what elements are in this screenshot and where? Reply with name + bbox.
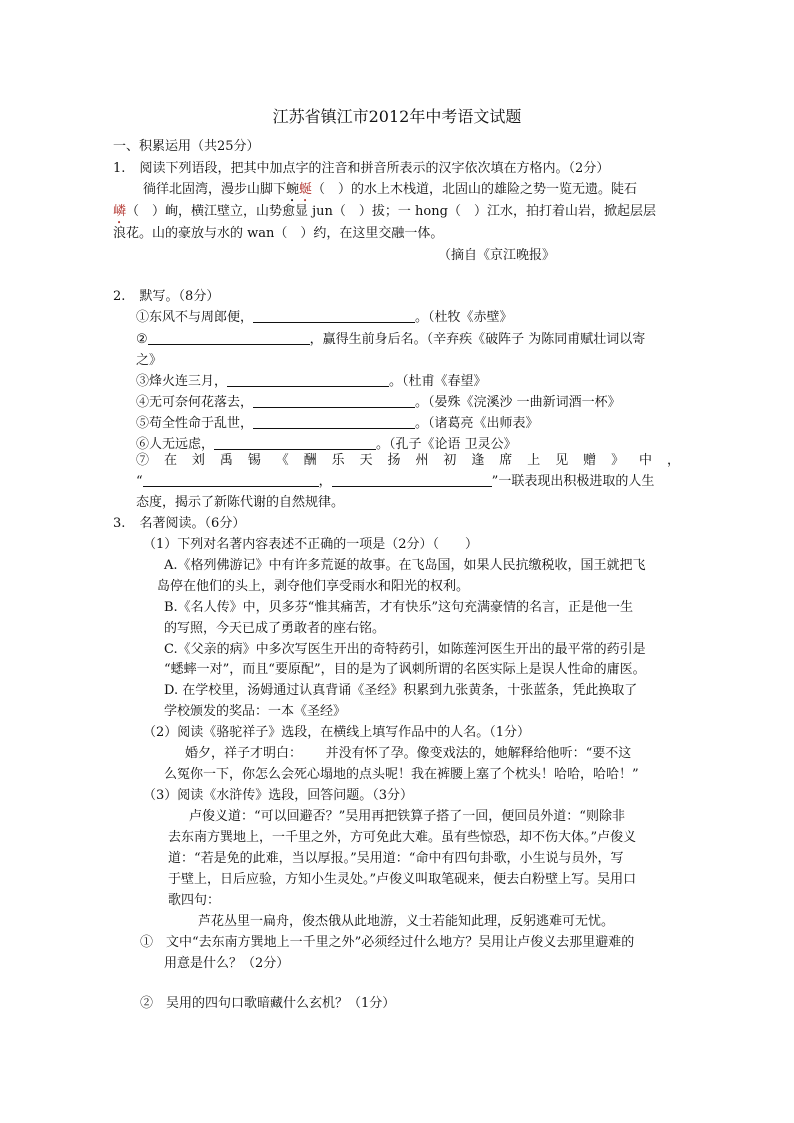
- passage-text: 徜徉北固湾，漫步山脚下: [143, 182, 287, 197]
- q1-passage-line: [113, 203, 656, 227]
- question-3-3-1: ① 文中“去东南方巽地上一千里之外”必须经过什么地方？吴用让卢俊义去那里避难的: [140, 935, 635, 950]
- line-text: 。（杜甫《春望》: [389, 374, 487, 389]
- q1-prompt: [113, 160, 609, 178]
- answer-blank[interactable]: [253, 394, 415, 408]
- q2-line-2-cont: 之》: [136, 353, 163, 368]
- question-number: 1.: [113, 161, 126, 176]
- option-b-cont: 的写照，今天已成了勇敢者的座右铭。: [164, 621, 386, 636]
- q2-line-1: [136, 309, 513, 327]
- option-a-cont: 岛停在他们的头上，剥夺他们享受雨水和阳光的权利。: [157, 579, 470, 594]
- line-text: “: [136, 474, 143, 489]
- line-text: 。（孔子《论语 卫灵公》: [376, 437, 517, 452]
- passage-text: （ ）的水上木栈道，北固山的雄险之势一览无遗。陡石: [312, 182, 638, 197]
- line-text: ①东风不与周郎便，: [136, 310, 254, 325]
- question-number: 3.: [113, 516, 126, 531]
- q2-line-8: [136, 473, 654, 491]
- answer-blank[interactable]: [214, 436, 376, 450]
- poem: 芦花丛里一扁舟，俊杰俄从此地游，义士若能知此理，反躬逃难可无忧。: [198, 914, 615, 929]
- question-prompt: 名著阅读。（6分）: [139, 516, 246, 531]
- q2-line-7: ⑦在刘禹锡《酬乐天扬州初逢席上见赠》中，: [136, 453, 680, 468]
- answer-blank[interactable]: [253, 415, 415, 429]
- option-d: D. 在学校里，汤姆通过认真背诵《圣经》积累到九张黄条，十张蓝条，凭此换取了: [164, 683, 638, 698]
- q2-line-4: [136, 394, 621, 412]
- question-prompt: 默写。（8分）: [139, 289, 220, 304]
- passage-text: （ ）峋，横江壁立，山势愈显 jun（ ）拔；一 hong（ ）江水，拍打着山岩，掀起层层: [126, 204, 656, 219]
- line-text: ④无可奈何花落去，: [136, 395, 254, 410]
- q3-sub-3-passage: 去东南方巽地上，一千里之外，方可免此大难。虽有些惊恐，却不伤大体。”卢俊义: [168, 830, 637, 845]
- answer-blank[interactable]: [227, 373, 389, 387]
- q3-sub-2: （2）阅读《骆驼祥子》选段，在横线上填写作品中的人名。（1分）: [143, 725, 531, 740]
- page-title: 江苏省镇江市2012年中考语文试题: [272, 107, 522, 126]
- question-number: 2.: [113, 289, 126, 304]
- option-c: C.《父亲的病》中多次写医生开出的奇特药引，如陈莲河医生开出的最平常的药引是: [164, 642, 646, 657]
- dotted-char: 蜿: [286, 182, 300, 197]
- line-text: ⑥人无远虑，: [136, 437, 215, 452]
- q3-sub-3-passage: 道：“若是免的此难，当以厚报。”吴用道：“命中有四句卦歌，小生说与员外，写: [168, 851, 624, 866]
- option-d-cont: 学校颁发的奖品：一本《圣经》: [164, 704, 347, 719]
- answer-blank[interactable]: [148, 331, 310, 345]
- q3-sub-2-passage: 婚夕，祥子才明白： 并没有怀了孕。像变戏法的，她解释给他听：“要不这: [185, 746, 632, 761]
- line-text: 。（杜牧《赤壁》: [415, 310, 513, 325]
- line-text: ③烽火连三月，: [136, 374, 228, 389]
- question-3-3-2: ② 吴用的四句口歌暗藏什么玄机？（1分）: [140, 996, 396, 1011]
- question-3-3-1-cont: 用意是什么？（2分）: [164, 956, 290, 971]
- answer-blank[interactable]: [332, 473, 492, 487]
- q1-passage-line: [143, 181, 637, 205]
- dotted-char: 嶙: [113, 204, 127, 219]
- q3-sub-3: （3）阅读《水浒传》选段，回答问题。（3分）: [143, 788, 414, 803]
- line-text: ②: [136, 332, 148, 347]
- q2-prompt: [113, 288, 219, 306]
- answer-blank[interactable]: [143, 473, 319, 487]
- option-c-cont: “蟋蟀一对”，而且“要原配”，目的是为了讽刺所谓的名医实际上是误人性命的庸医。: [164, 662, 646, 677]
- q3-prompt: [113, 515, 245, 533]
- q3-sub-1: （1）下列对名著内容表述不正确的一项是（2分）（ ）: [143, 537, 479, 552]
- dotted-char: 蜒: [299, 182, 313, 197]
- line-text: ⑤苟全性命于乱世，: [136, 416, 254, 431]
- option-a: A.《格列佛游记》中有许多荒诞的故事。在飞岛国，如果人民抗缴税收，国王就把飞: [164, 558, 646, 573]
- q3-sub-3-passage: 于壁上，日后应验，方知小生灵处。”卢俊义叫取笔砚来，便去白粉壁上写。吴用口: [168, 872, 637, 887]
- section-heading: 一、积累运用（共25分）: [113, 139, 260, 154]
- q2-line-2: [136, 331, 645, 349]
- line-text: ，赢得生前身后名。（辛弃疾《破阵子 为陈同甫赋壮词以寄: [309, 332, 646, 347]
- option-b: B.《名人传》中，贝多芬“惟其痛苦，才有快乐”这句充满豪情的名言，正是他一生: [164, 600, 633, 615]
- q3-sub-3-passage: 歌四句：: [168, 893, 221, 908]
- q2-line-9: 态度，揭示了新陈代谢的自然规律。: [136, 495, 345, 510]
- question-prompt: 阅读下列语段，把其中加点字的注音和拼音所表示的汉字依次填在方格内。（2分）: [139, 161, 610, 176]
- answer-blank[interactable]: [253, 309, 415, 323]
- line-text: 。（诸葛亮《出师表》: [415, 416, 539, 431]
- line-text: ”一联表现出积极进取的人生: [491, 474, 655, 489]
- source-citation: （摘自《京江晚报》: [438, 248, 556, 263]
- q1-passage-line: 浪花。山的豪放与水的 wan（ ）约，在这里交融一体。: [113, 226, 444, 241]
- q3-sub-2-passage: 么冤你一下，你怎么会死心塌地的点头呢！我在裤腰上塞了个枕头！哈哈，哈哈！”: [164, 767, 639, 782]
- line-text: 。（晏殊《浣溪沙 一曲新词酒一杯》: [415, 395, 621, 410]
- line-text: ，: [318, 474, 332, 489]
- q3-sub-3-passage: 卢俊义道：“可以回避否？”吴用再把铁算子搭了一回，便回员外道：“则除非: [189, 809, 625, 824]
- q2-line-3: [136, 373, 487, 391]
- q2-line-5: [136, 415, 539, 433]
